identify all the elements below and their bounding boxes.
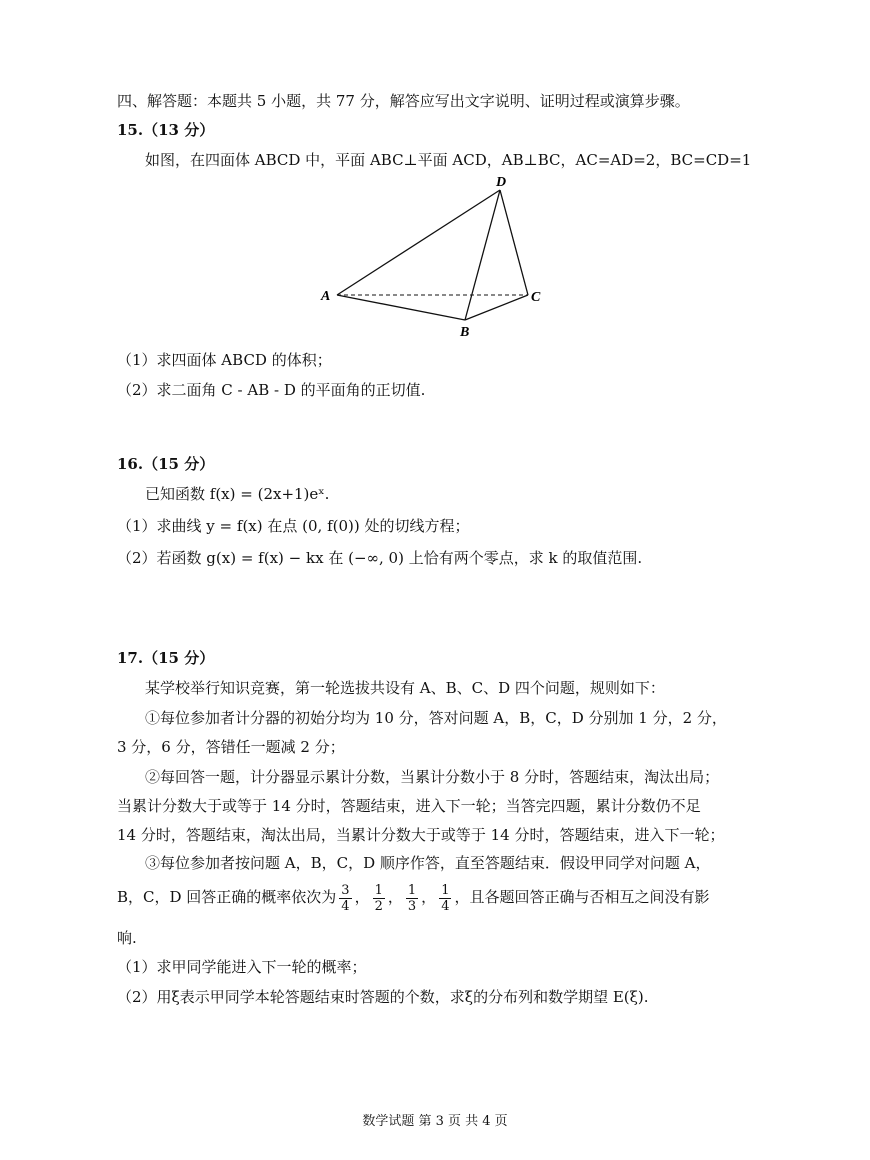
q15-part2: （2）求二面角 C - AB - D 的平面角的正切值.	[117, 381, 426, 399]
q17-part2: （2）用ξ表示甲同学本轮答题结束时答题的个数，求ξ的分布列和数学期望 E(ξ).	[117, 988, 649, 1006]
q15-part1: （1）求四面体 ABCD 的体积；	[117, 351, 332, 369]
prob-fraction-d	[439, 883, 451, 914]
prob-fraction-a	[339, 883, 351, 914]
label-d: D	[496, 175, 507, 190]
label-b: B	[460, 325, 470, 340]
q17-intro: 某学校举行知识竞赛，第一轮选拔共设有 A、B、C、D 四个问题，规则如下：	[145, 679, 665, 697]
prob-b-num: 1	[374, 882, 383, 898]
prob-d-den: 4	[441, 898, 450, 914]
prob-a-num: 3	[341, 882, 350, 898]
q17-rule2-line3: 14 分时，答题结束，淘汰出局，当累计分数大于或等于 14 分时，答题结束，进入下一轮；	[117, 826, 725, 844]
sep-1: ，	[354, 888, 370, 906]
q17-rule2-line2: 当累计分数大于或等于 14 分时，答题结束，进入下一轮；当答完四题，累计分数仍不足	[117, 797, 701, 815]
q17-part1: （1）求甲同学能进入下一轮的概率；	[117, 958, 367, 976]
prob-fraction-b	[373, 883, 385, 914]
prob-fraction-c	[406, 883, 418, 914]
q17-rule3-line2	[117, 880, 709, 914]
q17-rule1-line1: ①每位参加者计分器的初始分均为 10 分，答对问题 A，B，C，D 分别加 1 分，2 分，	[145, 709, 727, 727]
q15-stem: 如图，在四面体 ABCD 中，平面 ABC⊥平面 ACD，AB⊥BC，AC=AD=2，BC=CD=1	[145, 151, 752, 169]
q17-rule3-line3: 响.	[117, 929, 137, 947]
q15-title: 15.（13 分）	[117, 121, 215, 139]
prob-c-den: 3	[407, 898, 417, 914]
q17-rule3-suffix: ，且各题回答正确与否相互之间没有影	[454, 888, 710, 906]
page-footer: 数学试题 第 3 页 共 4 页	[362, 1114, 508, 1129]
q16-title: 16.（15 分）	[117, 455, 215, 473]
section-header: 四、解答题：本题共 5 小题，共 77 分，解答应写出文字说明、证明过程或演算步骤。	[117, 92, 690, 110]
prob-a-den: 4	[341, 898, 350, 914]
edge-ab	[337, 295, 465, 320]
prob-c-num: 1	[407, 882, 417, 898]
tetrahedron-figure	[310, 170, 560, 345]
q17-rule1-line2: 3 分，6 分，答错任一题减 2 分；	[117, 738, 345, 756]
prob-d-num: 1	[441, 882, 450, 898]
q17-title: 17.（15 分）	[117, 649, 215, 667]
q16-part1: （1）求曲线 y = f(x) 在点 (0, f(0)) 处的切线方程；	[117, 517, 470, 535]
edge-bc	[465, 295, 528, 320]
sep-2: ，	[387, 888, 403, 906]
q16-stem: 已知函数 f(x) = (2x+1)eˣ.	[145, 485, 330, 503]
sep-3: ，	[421, 888, 437, 906]
q16-part2: （2）若函数 g(x) = f(x) − kx 在 (−∞, 0) 上恰有两个零点，求 k 的取值范围.	[117, 549, 643, 567]
label-c: C	[531, 290, 541, 305]
edge-cd	[500, 190, 528, 295]
q17-rule2-line1: ②每回答一题，计分器显示累计分数，当累计分数小于 8 分时，答题结束，淘汰出局；	[145, 768, 720, 786]
q17-rule3-line1: ③每位参加者按问题 A，B，C，D 顺序作答，直至答题结束．假设甲同学对问题 A，	[145, 854, 711, 872]
prob-b-den: 2	[374, 898, 383, 914]
label-a: A	[321, 289, 331, 304]
q17-rule3-prefix: B，C，D 回答正确的概率依次为	[117, 888, 337, 906]
